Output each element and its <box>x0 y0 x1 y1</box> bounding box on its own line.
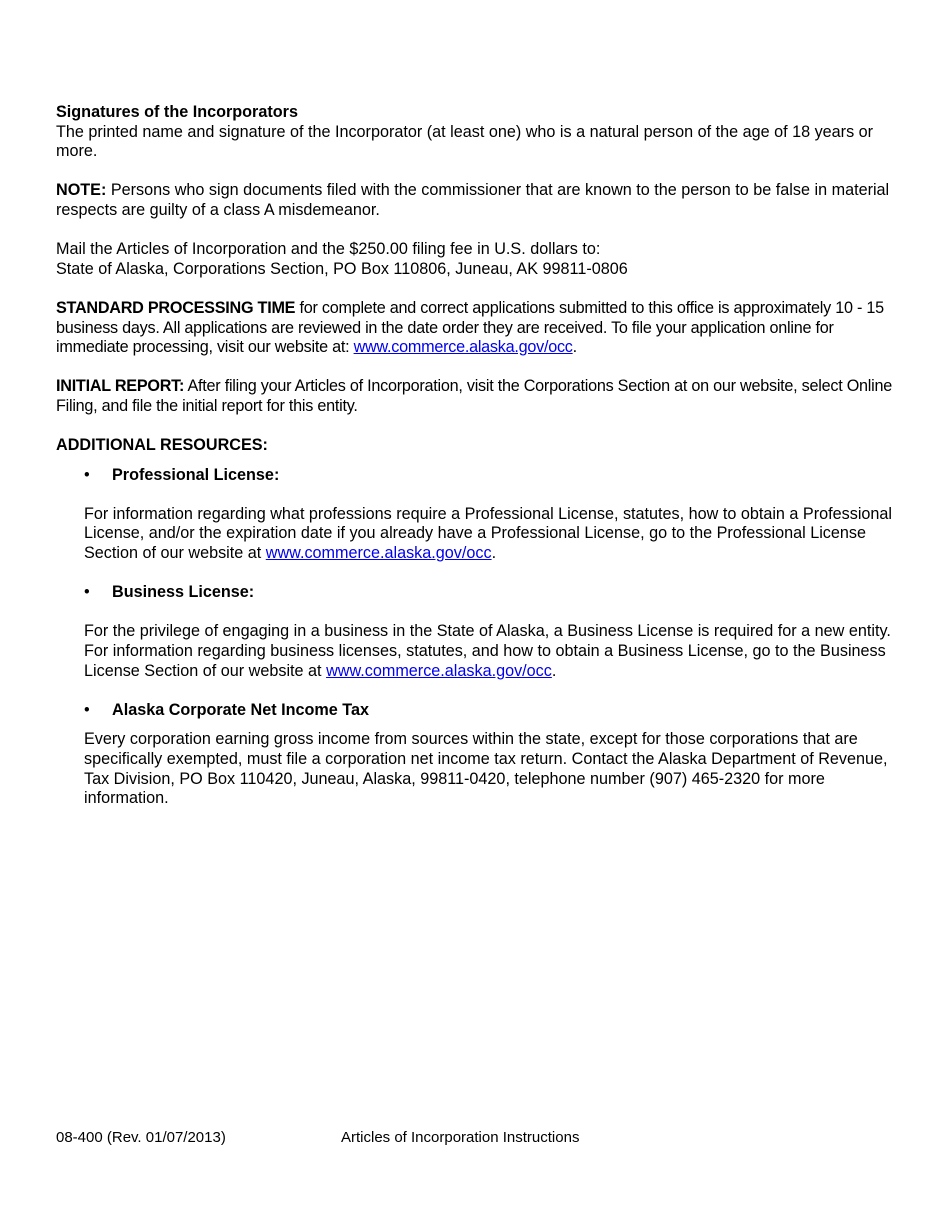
bullet-icon: • <box>84 465 90 484</box>
professional-license-link[interactable]: www.commerce.alaska.gov/occ <box>265 544 492 563</box>
processing-text: for complete and correct applications submitted to this office is approximately 10 - 15 business days. All applications are reviewed in the date order they are received. To file your application online for immediate processing, visit our website at: <box>56 298 884 357</box>
resources-heading: ADDITIONAL RESOURCES: <box>56 436 268 455</box>
mail-line-1: Mail the Articles of Incorporation and the $250.00 filing fee in U.S. dollars to: <box>56 240 601 259</box>
business-license-link[interactable]: www.commerce.alaska.gov/occ <box>326 661 552 680</box>
bullet-icon: • <box>84 700 90 719</box>
business-license-text: For the privilege of engaging in a business in the State of Alaska, a Business License is required for a new entity. For information regarding business licenses, statutes, and how to obtain a Business License, go to the Business License Section of our website at www.commerce.alaska.gov/occ. <box>84 622 891 680</box>
business-license-title: Business License: <box>112 583 255 602</box>
professional-license-title: Professional License: <box>112 465 280 484</box>
signatures-heading: Signatures of the Incorporators <box>56 103 298 121</box>
processing-paragraph: STANDARD PROCESSING TIME for complete and correct applications submitted to this office is approximately 10 - 15 business days. All applications are reviewed in the date order they are received. To file your application online for immediate processing, visit our website at: www.commerce.alaska.gov/occ. <box>56 298 884 357</box>
mail-line-2: State of Alaska, Corporations Section, PO Box 110806, Juneau, AK 99811-0806 <box>56 259 628 278</box>
initial-report-paragraph <box>56 377 896 416</box>
document-page <box>56 103 896 809</box>
corporate-tax-title: Alaska Corporate Net Income Tax <box>112 700 369 719</box>
corporate-tax-item <box>84 701 896 721</box>
processing-label: STANDARD PROCESSING TIME <box>56 298 296 317</box>
corporate-tax-text: Every corporation earning gross income from sources within the state, except for those corporations that are specifically exempted, must file a corporation net income tax return. Contact the Alaska Department of Revenue, Tax Division, PO Box 110420, Juneau, Alaska, 99811-0420, telephone number (907) 465-2320 for more information. <box>84 730 888 808</box>
form-number: 08-400 (Rev. 01/07/2013) <box>56 1129 226 1146</box>
footer-title: Articles of Incorporation Instructions <box>341 1129 580 1146</box>
signatures-text: The printed name and signature of the Incorporator (at least one) who is a natural person of the age of 18 years or more. <box>56 122 874 161</box>
business-license-item <box>84 583 896 603</box>
processing-website-link[interactable]: www.commerce.alaska.gov/occ <box>353 338 573 357</box>
initial-report-text: After filing your Articles of Incorporation, visit the Corporations Section at on our website, select Online Filing, and file the initial report for this entity. <box>56 377 893 415</box>
note-paragraph <box>56 181 896 220</box>
initial-report-label: INITIAL REPORT: <box>56 377 185 396</box>
professional-license-item <box>84 466 896 486</box>
note-label: NOTE: <box>56 181 107 200</box>
page-footer <box>56 1129 580 1146</box>
note-text: Persons who sign documents filed with the commissioner that are known to the person to be false in material respects are guilty of a class A misdemeanor. <box>56 181 890 219</box>
professional-license-text: For information regarding what professions require a Professional License, statutes, how to obtain a Professional License, and/or the expiration date if you already have a Professional License, go to the Professional License Section of our website at www.commerce.alaska.gov/occ. <box>84 504 893 563</box>
bullet-icon: • <box>84 583 90 602</box>
